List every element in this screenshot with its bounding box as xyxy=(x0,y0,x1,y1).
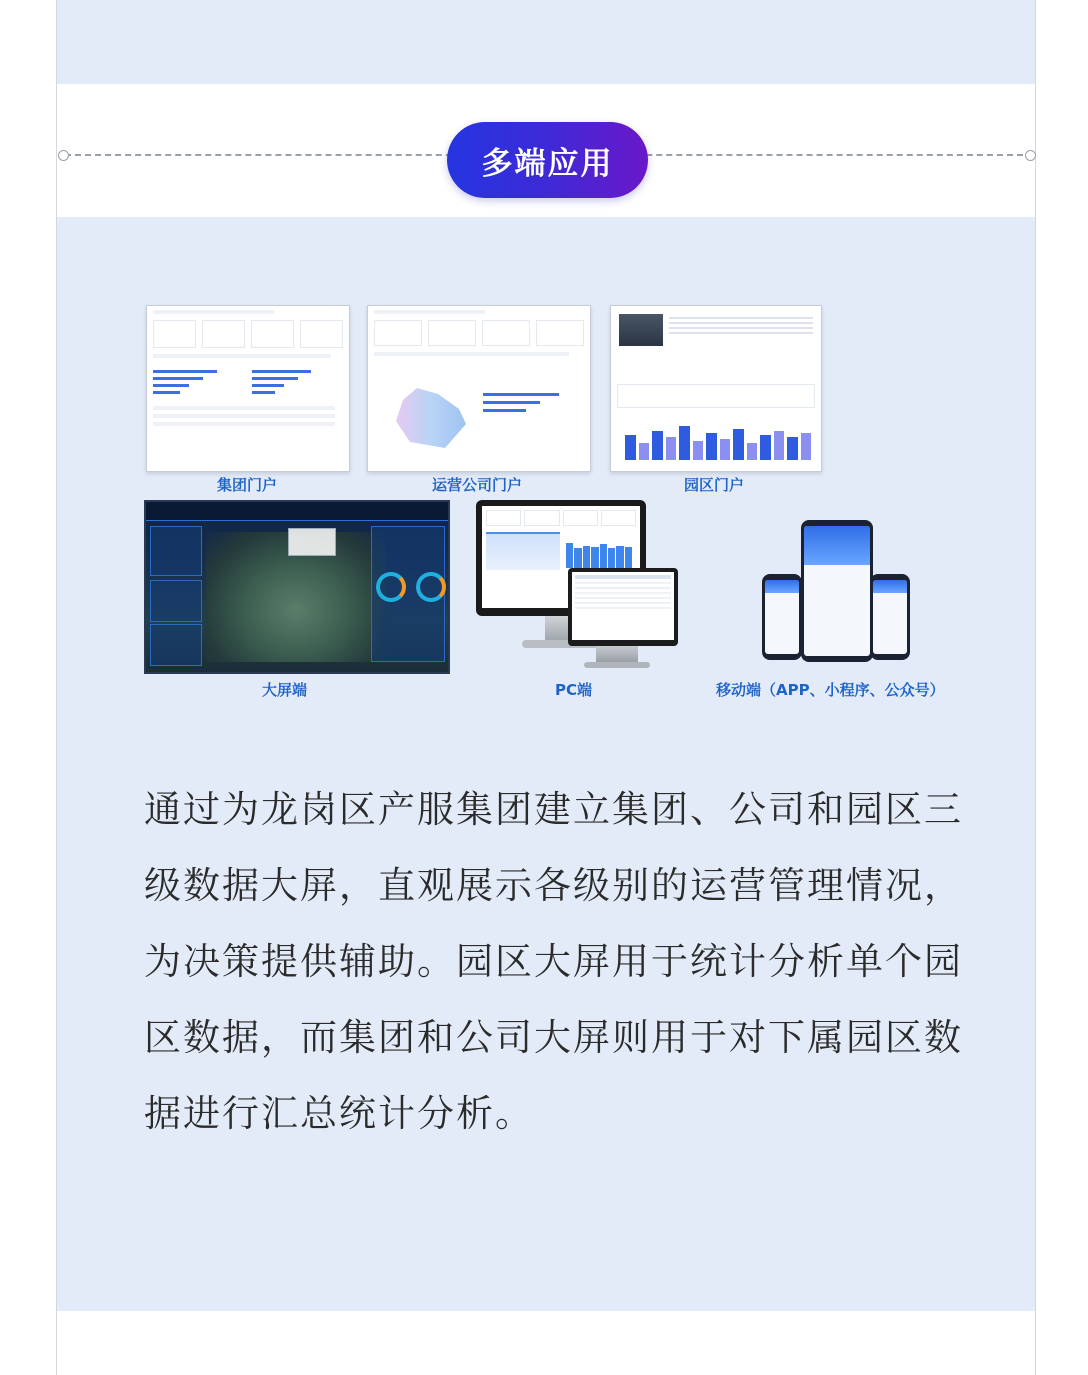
park-bar xyxy=(760,435,771,460)
caption-pc: PC端 xyxy=(555,681,593,699)
phone-right xyxy=(870,574,910,660)
top-band xyxy=(57,0,1035,84)
park-bar xyxy=(652,431,663,460)
ops-portal-screenshot xyxy=(367,305,591,472)
park-bar xyxy=(801,433,812,460)
park-bar xyxy=(774,431,785,460)
divider-left-dot xyxy=(58,150,69,161)
park-portal-screenshot xyxy=(610,305,822,472)
park-bar xyxy=(679,426,690,460)
divider-right-dot xyxy=(1025,150,1036,161)
caption-mobile: 移动端（APP、小程序、公众号） xyxy=(716,681,945,699)
park-bar xyxy=(666,437,677,460)
caption-park-portal: 园区门户 xyxy=(684,476,745,494)
park-bar xyxy=(787,437,798,460)
park-bar xyxy=(747,443,758,460)
laptop-foot xyxy=(584,662,650,668)
group-portal-screenshot xyxy=(146,305,350,472)
phone-center xyxy=(801,520,873,662)
caption-group-portal: 集团门户 xyxy=(217,476,278,494)
pc-laptop xyxy=(568,568,678,646)
description-text: 通过为龙岗区产服集团建立集团、公司和园区三级数据大屏，直观展示各级别的运营管理情况，为决策提供辅助。园区大屏用于统计分析单个园区数据，而集团和公司大屏则用于对下属园区数据进行汇总统计分析。 xyxy=(144,788,963,1135)
park-bar xyxy=(639,443,650,460)
park-bar-chart xyxy=(625,418,811,460)
park-bar xyxy=(693,441,704,460)
park-bar xyxy=(720,439,731,460)
park-bar xyxy=(625,435,636,460)
park-bar xyxy=(706,433,717,460)
park-bar xyxy=(733,429,744,461)
caption-big-screen: 大屏端 xyxy=(262,681,308,699)
phone-left xyxy=(762,574,802,660)
caption-ops-portal: 运营公司门户 xyxy=(432,476,523,494)
section-title: 多端应用 xyxy=(447,122,648,198)
big-screen-screenshot xyxy=(144,500,450,674)
bottom-band xyxy=(57,1311,1035,1375)
